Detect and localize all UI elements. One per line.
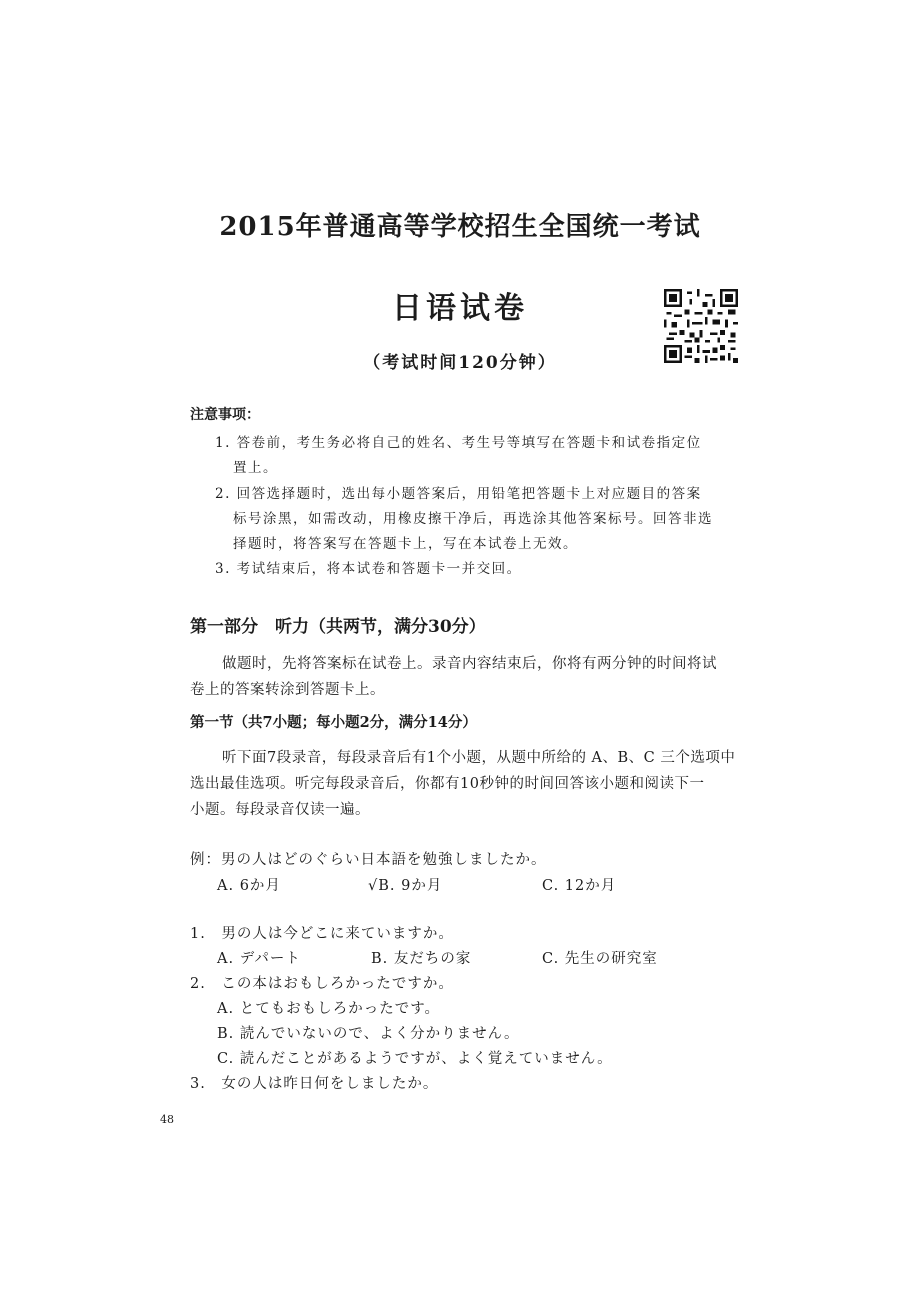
notice-line: 2. 回答选择题时，选出每小题答案后，用铅笔把答题卡上对应题目的答案 xyxy=(215,486,702,502)
example-question: 例：男の人はどのぐらい日本語を勉強しましたか。 xyxy=(190,852,547,868)
question-2-option-b: B. 読んでいないので、よく分かりません。 xyxy=(217,1026,520,1042)
example-option-c: C. 12か月 xyxy=(542,878,617,894)
part-1-instruction: 做题时，先将答案标在试卷上。录音内容结束后，你将有两分钟的时间将试 xyxy=(222,656,717,672)
question-3: 3. 女の人は昨日何をしましたか。 xyxy=(190,1076,439,1092)
question-1: 1. 男の人は今どこに来ていますか。 xyxy=(190,926,454,942)
exam-duration: （考试时间120分钟） xyxy=(363,353,557,373)
qr-code-icon xyxy=(664,289,738,363)
notice-line: 择题时，将答案写在答题卡上，写在本试卷上无效。 xyxy=(233,536,578,552)
exam-subject: 日语试卷 xyxy=(392,291,528,326)
question-2-option-c: C. 読んだことがあるようですが、よく覚えていません。 xyxy=(217,1051,613,1067)
section-1-instruction: 选出最佳选项。听完每段录音后，你都有10秒钟的时间回答该小题和阅读下一 xyxy=(190,776,705,792)
section-1-heading: 第一节（共7小题；每小题2分，满分14分） xyxy=(190,714,477,731)
section-1-instruction: 听下面7段录音，每段录音后有1个小题，从题中所给的 A、B、C 三个选项中 xyxy=(222,750,736,766)
notice-line: 置上。 xyxy=(233,460,278,476)
question-1-option-a: A. デパート xyxy=(217,951,301,967)
question-2-option-a: A. とてもおもしろかったです。 xyxy=(217,1001,441,1017)
example-option-a: A. 6か月 xyxy=(217,878,281,894)
page-number: 48 xyxy=(160,1113,174,1126)
example-option-b: √B. 9か月 xyxy=(368,878,443,894)
notice-line: 1. 答卷前，考生务必将自己的姓名、考生号等填写在答题卡和试卷指定位 xyxy=(215,435,702,451)
exam-title: 2015年普通高等学校招生全国统一考试 xyxy=(219,212,701,242)
question-1-option-b: B. 友だちの家 xyxy=(371,951,472,967)
question-2: 2. この本はおもしろかったですか。 xyxy=(190,976,454,992)
notice-line: 标号涂黑，如需改动，用橡皮擦干净后，再选涂其他答案标号。回答非选 xyxy=(233,511,713,527)
section-1-instruction: 小题。每段录音仅读一遍。 xyxy=(190,802,370,818)
notice-line: 3. 考试结束后，将本试卷和答题卡一并交回。 xyxy=(215,561,522,577)
notice-heading: 注意事项： xyxy=(190,407,260,423)
part-1-instruction: 卷上的答案转涂到答题卡上。 xyxy=(190,682,385,698)
part-1-heading: 第一部分 听力（共两节，满分30分） xyxy=(190,617,486,637)
question-1-option-c: C. 先生の研究室 xyxy=(542,951,658,967)
